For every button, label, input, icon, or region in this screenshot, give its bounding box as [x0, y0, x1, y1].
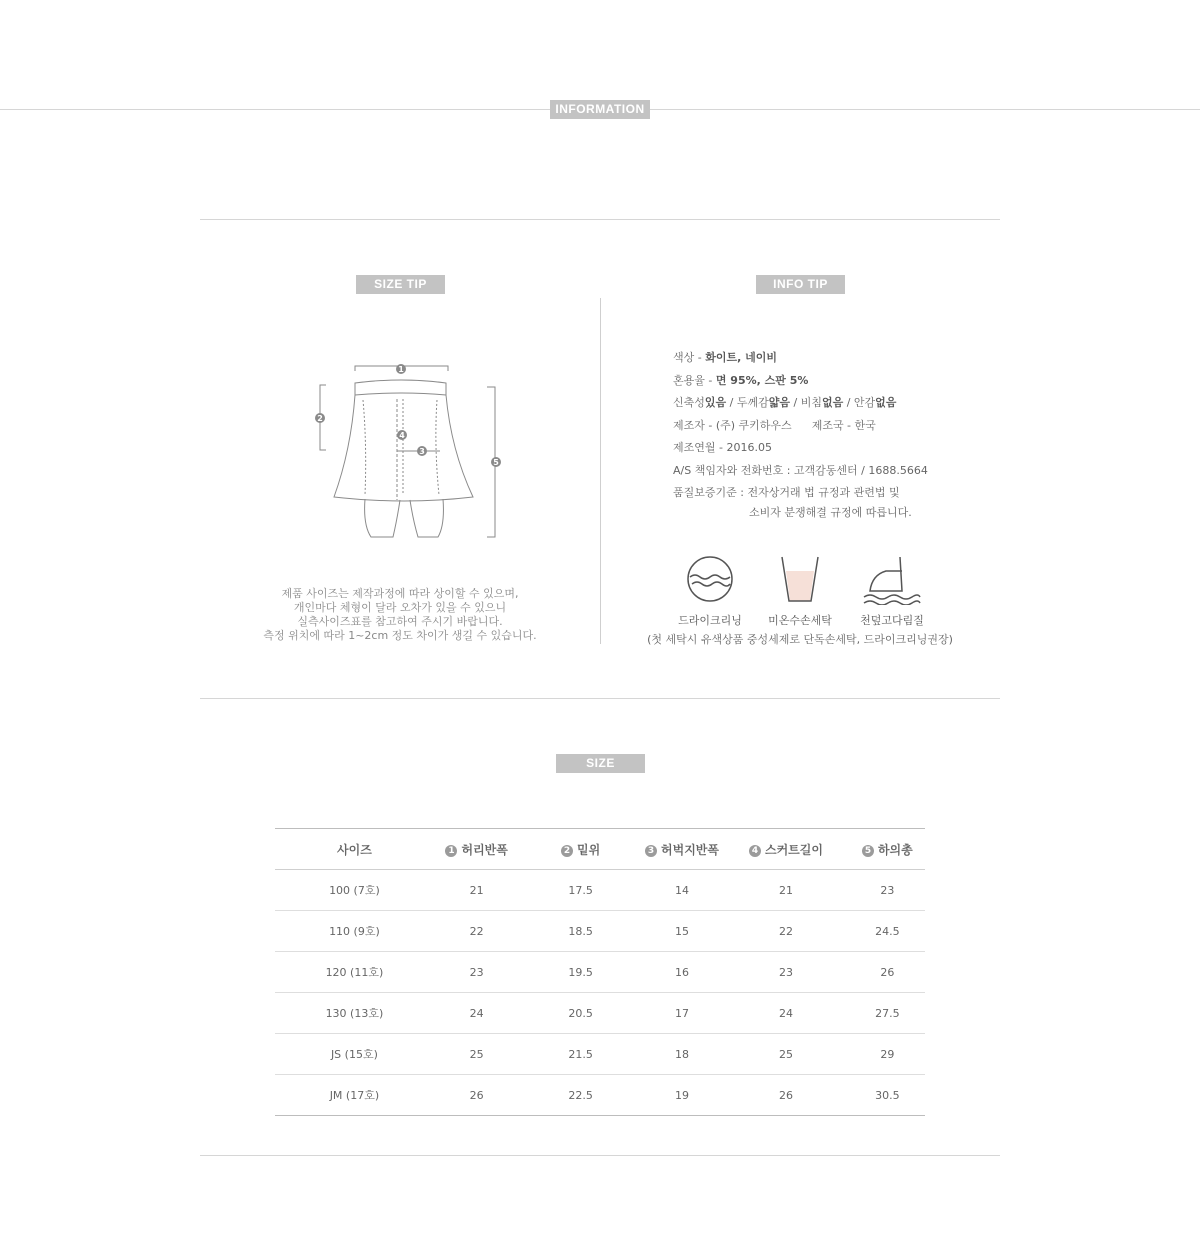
size-label: SIZE — [556, 754, 645, 773]
center-divider — [600, 298, 601, 644]
as-row: A/S 책임자와 전화번호 : 고객감동센터 / 1688.5664 — [673, 463, 928, 477]
care-iron — [847, 553, 937, 628]
dry-clean-icon — [684, 553, 736, 605]
col-header-total: 5 하의총 — [850, 829, 925, 870]
table-row: JS (15호) 25 21.5 18 25 29 — [275, 1034, 925, 1075]
properties-row: 신축성있음 / 두께감얇음 / 비침없음 / 안감없음 — [673, 396, 897, 410]
quality-row: 품질보증기준 : 전자상거래 법 규정과 관련법 및 — [673, 485, 900, 499]
table-row: 100 (7호) 21 17.5 14 21 23 — [275, 870, 925, 911]
table-row: JM (17호) 26 22.5 19 26 30.5 — [275, 1075, 925, 1116]
bottom-divider — [200, 1155, 1000, 1156]
size-note-line: 개인마다 체형이 달라 오차가 있을 수 있으니 — [293, 601, 507, 614]
care-label: 천덮고다림질 — [860, 614, 924, 627]
care-note: (첫 세탁시 유색상품 중성세제로 단독손세탁, 드라이크리닝권장) — [647, 633, 953, 646]
size-table-header — [275, 829, 925, 870]
size-tip-label: SIZE TIP — [356, 275, 445, 294]
table-row: 130 (13호) 24 20.5 17 24 27.5 — [275, 993, 925, 1034]
diagram-mark-3: 3 — [419, 447, 425, 456]
section-divider-1 — [200, 219, 1000, 220]
care-label: 드라이크리닝 — [678, 614, 742, 627]
diagram-mark-1: 1 — [398, 365, 404, 374]
care-dry-clean — [665, 553, 755, 628]
size-note-line: 제품 사이즈는 제작과정에 따라 상이할 수 있으며, — [281, 587, 519, 600]
col-header-rise: 2 밑위 — [520, 829, 642, 870]
color-row: 색상 - 화이트, 네이비 — [673, 351, 777, 364]
diagram-mark-5: 5 — [493, 458, 499, 467]
fabric-row: 혼용율 - 면 95%, 스판 5% — [673, 373, 809, 387]
col-header-skirt: 4 스커트길이 — [722, 829, 849, 870]
size-note-line: 실측사이즈표를 참고하여 주시기 바랍니다. — [297, 615, 503, 628]
size-tip-notes — [220, 587, 580, 643]
skirt-pants-diagram — [305, 355, 525, 555]
col-header-size: 사이즈 — [275, 829, 434, 870]
col-header-thigh: 3 허벅지반폭 — [642, 829, 722, 870]
information-label: INFORMATION — [550, 100, 650, 119]
quality-row-2: 소비자 분쟁해결 규정에 따릅니다. — [749, 505, 912, 519]
care-label: 미온수손세탁 — [768, 614, 832, 627]
table-row: 120 (11호) 23 19.5 16 23 26 — [275, 952, 925, 993]
lukewarm-handwash-icon — [774, 553, 826, 605]
info-tip-label: INFO TIP — [756, 275, 845, 294]
maker-row: 제조자 - (주) 쿠키하우스 제조국 - 한국 — [673, 418, 876, 432]
diagram-mark-2: 2 — [317, 414, 323, 423]
info-tip-details — [673, 347, 928, 523]
section-divider-2 — [200, 698, 1000, 699]
size-note-line: 측정 위치에 따라 1~2cm 정도 차이가 생길 수 있습니다. — [263, 629, 537, 642]
table-row: 110 (9호) 22 18.5 15 22 24.5 — [275, 911, 925, 952]
col-header-waist: 1 허리반폭 — [434, 829, 520, 870]
diagram-mark-4: 4 — [399, 431, 405, 440]
care-handwash — [755, 553, 845, 628]
iron-cloth-icon — [862, 553, 922, 605]
size-table — [275, 828, 925, 1116]
date-row: 제조연월 - 2016.05 — [673, 441, 772, 455]
